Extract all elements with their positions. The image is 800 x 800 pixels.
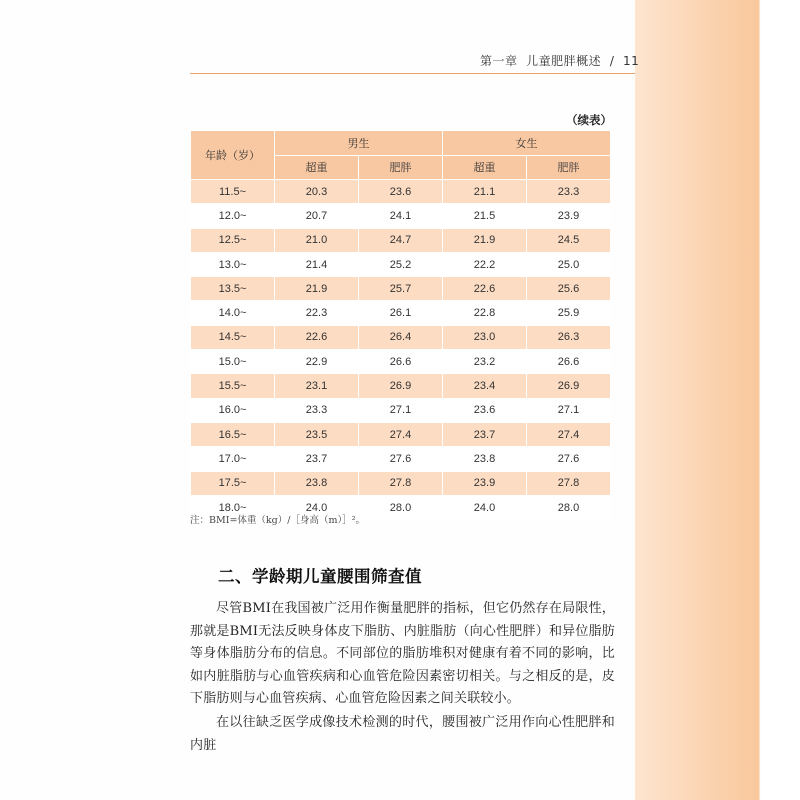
female-obese-cell: 23.9	[527, 204, 611, 228]
female-obese-cell: 25.0	[527, 252, 611, 276]
male-obese-cell: 24.1	[359, 204, 443, 228]
male-overweight-cell: 23.8	[275, 471, 359, 495]
table-body	[191, 180, 611, 520]
age-cell: 16.0~	[191, 398, 275, 422]
female-obese-cell: 26.3	[527, 325, 611, 349]
male-obese-cell: 27.1	[359, 398, 443, 422]
male-overweight-cell: 22.3	[275, 301, 359, 325]
male-overweight-cell: 24.0	[275, 495, 359, 519]
female-overweight-cell: 21.9	[443, 228, 527, 252]
table-row	[191, 471, 611, 495]
age-cell: 15.5~	[191, 374, 275, 398]
table-row	[191, 301, 611, 325]
table-row	[191, 325, 611, 349]
age-header: 年龄（岁）	[191, 131, 275, 180]
male-overweight-cell: 20.3	[275, 180, 359, 204]
male-overweight-header: 超重	[275, 155, 359, 180]
page-number: 11	[623, 54, 640, 68]
decorative-side-band	[635, 0, 800, 800]
female-group-header: 女生	[443, 131, 611, 156]
running-header	[480, 52, 640, 69]
table-row	[191, 422, 611, 446]
table-row	[191, 228, 611, 252]
female-overweight-cell: 24.0	[443, 495, 527, 519]
female-overweight-cell: 21.1	[443, 180, 527, 204]
table-row	[191, 447, 611, 471]
female-obese-cell: 25.6	[527, 277, 611, 301]
chapter-title: 儿童肥胖概述	[526, 54, 602, 68]
table-row	[191, 204, 611, 228]
female-obese-cell: 25.9	[527, 301, 611, 325]
female-overweight-cell: 22.8	[443, 301, 527, 325]
bmi-table	[190, 130, 611, 520]
male-obese-cell: 25.7	[359, 277, 443, 301]
male-overweight-cell: 23.7	[275, 447, 359, 471]
age-cell: 15.0~	[191, 350, 275, 374]
male-obese-cell: 24.7	[359, 228, 443, 252]
male-overweight-cell: 21.0	[275, 228, 359, 252]
age-cell: 14.5~	[191, 325, 275, 349]
male-overweight-cell: 23.3	[275, 398, 359, 422]
age-cell: 11.5~	[191, 180, 275, 204]
female-obese-cell: 26.9	[527, 374, 611, 398]
age-cell: 12.0~	[191, 204, 275, 228]
table-row	[191, 277, 611, 301]
male-obese-cell: 26.4	[359, 325, 443, 349]
female-obese-header: 肥胖	[527, 155, 611, 180]
continued-label: （续表）	[566, 113, 612, 127]
male-overweight-cell: 23.5	[275, 422, 359, 446]
header-rule	[190, 73, 635, 74]
male-overweight-cell: 21.9	[275, 277, 359, 301]
female-overweight-cell: 23.8	[443, 447, 527, 471]
table-row	[191, 398, 611, 422]
male-obese-cell: 27.6	[359, 447, 443, 471]
male-obese-header: 肥胖	[359, 155, 443, 180]
male-obese-cell: 28.0	[359, 495, 443, 519]
age-cell: 13.5~	[191, 277, 275, 301]
female-overweight-cell: 23.4	[443, 374, 527, 398]
male-overweight-cell: 22.9	[275, 350, 359, 374]
female-overweight-header: 超重	[443, 155, 527, 180]
section-title: 二、学龄期儿童腰围筛查值	[218, 567, 422, 586]
female-obese-cell: 27.8	[527, 471, 611, 495]
male-overweight-cell: 21.4	[275, 252, 359, 276]
male-overweight-cell: 22.6	[275, 325, 359, 349]
age-cell: 18.0~	[191, 495, 275, 519]
male-overweight-cell: 23.1	[275, 374, 359, 398]
female-obese-cell: 24.5	[527, 228, 611, 252]
age-cell: 17.5~	[191, 471, 275, 495]
female-overweight-cell: 23.2	[443, 350, 527, 374]
table-row	[191, 350, 611, 374]
table-row	[191, 374, 611, 398]
female-overweight-cell: 22.2	[443, 252, 527, 276]
female-obese-cell: 27.4	[527, 422, 611, 446]
chapter-label: 第一章	[480, 54, 518, 68]
male-group-header: 男生	[275, 131, 443, 156]
age-cell: 16.5~	[191, 422, 275, 446]
table-header	[191, 131, 611, 180]
table-row	[191, 180, 611, 204]
header-separator: /	[609, 54, 615, 68]
age-cell: 12.5~	[191, 228, 275, 252]
female-obese-cell: 27.1	[527, 398, 611, 422]
female-obese-cell: 26.6	[527, 350, 611, 374]
female-overweight-cell: 23.0	[443, 325, 527, 349]
male-obese-cell: 26.9	[359, 374, 443, 398]
male-overweight-cell: 20.7	[275, 204, 359, 228]
age-cell: 13.0~	[191, 252, 275, 276]
table-note: 注：BMI=体重（kg）/［身高（m）］²。	[190, 515, 366, 526]
female-overweight-cell: 23.7	[443, 422, 527, 446]
age-cell: 14.0~	[191, 301, 275, 325]
male-obese-cell: 27.4	[359, 422, 443, 446]
female-obese-cell: 23.3	[527, 180, 611, 204]
female-obese-cell: 27.6	[527, 447, 611, 471]
female-overweight-cell: 23.6	[443, 398, 527, 422]
body-paragraph: 在以往缺乏医学成像技术检测的时代，腰围被广泛用作向心性肥胖和内脏	[190, 715, 615, 753]
male-obese-cell: 27.8	[359, 471, 443, 495]
female-overweight-cell: 21.5	[443, 204, 527, 228]
female-overweight-cell: 23.9	[443, 471, 527, 495]
male-obese-cell: 26.6	[359, 350, 443, 374]
female-obese-cell: 28.0	[527, 495, 611, 519]
female-overweight-cell: 22.6	[443, 277, 527, 301]
male-obese-cell: 26.1	[359, 301, 443, 325]
male-obese-cell: 23.6	[359, 180, 443, 204]
male-obese-cell: 25.2	[359, 252, 443, 276]
body-paragraph: 尽管BMI在我国被广泛用作衡量肥胖的指标，但它仍然存在局限性，那就是BMI无法反映身体皮下脂肪、内脏脂肪（向心性肥胖）和异位脂肪等身体脂肪分布的信息。不同部位的脂肪堆积对健康有着不同的影响，比如内脏脂肪与心血管疾病和心血管危险因素密切相关。与之相反的是，皮下脂肪则与心血管疾病、心血管危险因素之间关联较小。	[190, 601, 615, 706]
table-row	[191, 252, 611, 276]
age-cell: 17.0~	[191, 447, 275, 471]
